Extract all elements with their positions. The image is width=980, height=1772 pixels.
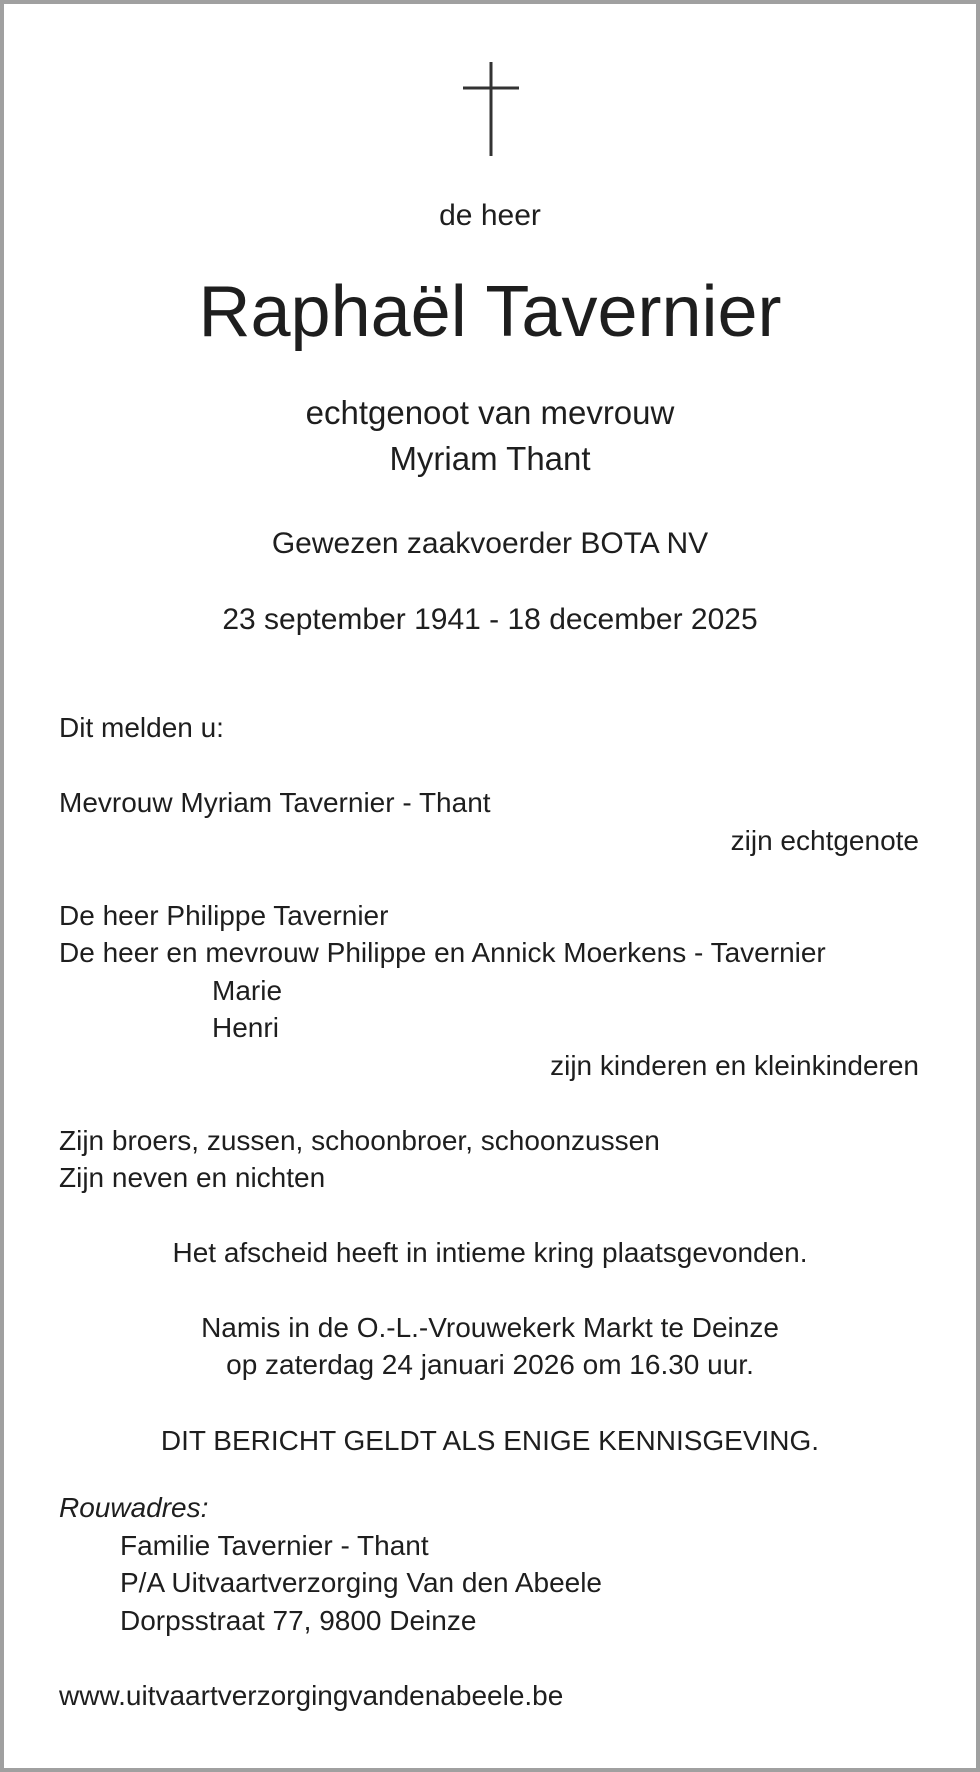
grandchild-2: Henri [212, 1012, 279, 1043]
notice-text: DIT BERICHT GELDT ALS ENIGE KENNISGEVING. [160, 1425, 820, 1456]
address-line-1: Familie Tavernier - Thant [120, 1530, 429, 1561]
farewell-text: Het afscheid heeft in intieme kring plaatsgevonden. [172, 1237, 808, 1268]
address-label: Rouwadres: [59, 1492, 209, 1523]
website-link[interactable]: www.uitvaartverzorgingvandenabeele.be [59, 1680, 564, 1711]
mass-line-2: op zaterdag 24 januari 2026 om 16.30 uur. [226, 1349, 754, 1380]
family-line-1: Zijn broers, zussen, schoonbroer, schoonzussen [59, 1125, 660, 1156]
announcement-intro: Dit melden u: [59, 712, 224, 743]
title-prefix: de heer [439, 199, 541, 232]
occupation: Gewezen zaakvoerder BOTA NV [271, 527, 709, 560]
spouse-line-2: Myriam Thant [389, 440, 591, 477]
spouse-relation: zijn echtgenote [730, 825, 919, 856]
family-line-2: Zijn neven en nichten [59, 1162, 326, 1193]
cross-icon [461, 58, 521, 158]
address-line-3: Dorpsstraat 77, 9800 Deinze [120, 1605, 477, 1636]
child-2: De heer en mevrouw Philippe en Annick Moerkens - Tavernier [59, 937, 826, 968]
spouse-line-1: echtgenoot van mevrouw [305, 394, 675, 431]
child-1: De heer Philippe Tavernier [59, 900, 389, 931]
deceased-name: Raphaël Tavernier [198, 272, 782, 352]
life-dates: 23 september 1941 - 18 december 2025 [222, 603, 758, 636]
grandchild-1: Marie [212, 975, 283, 1006]
address-line-2: P/A Uitvaartverzorging Van den Abeele [120, 1567, 603, 1598]
spouse-name: Mevrouw Myriam Tavernier - Thant [59, 787, 491, 818]
mass-line-1: Namis in de O.-L.-Vrouwekerk Markt te Deinze [201, 1312, 779, 1343]
children-relation: zijn kinderen en kleinkinderen [550, 1050, 919, 1081]
